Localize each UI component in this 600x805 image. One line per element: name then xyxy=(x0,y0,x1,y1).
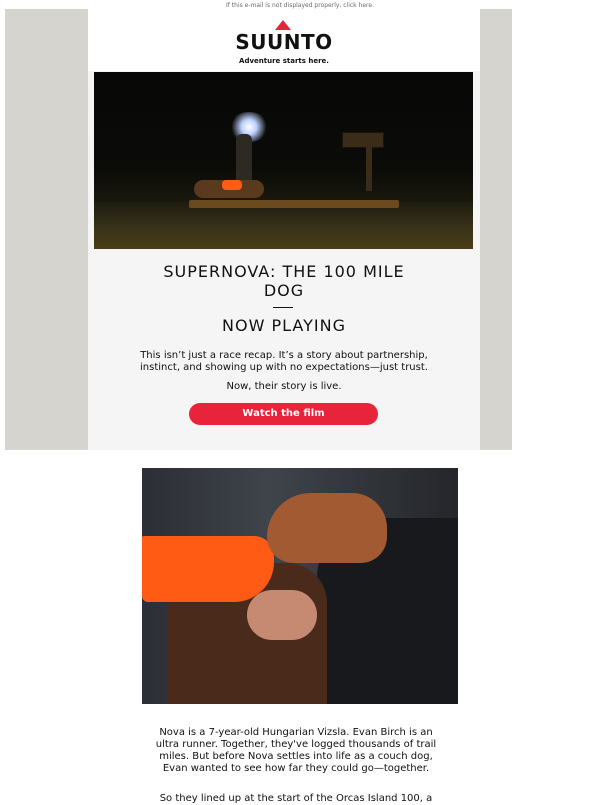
dog-orange-vest xyxy=(142,536,274,602)
story-paragraph-1: Nova is a 7-year-old Hungarian Vizsla. Evan Birch is an ultra runner. Together, they've logged thousands of trail miles. But before Nova settles into life as a couch dog, Evan wanted to see how far they could go—together. xyxy=(155,727,437,774)
headline-subtitle: NOW PLAYING xyxy=(222,316,346,335)
dog-photo[interactable] xyxy=(142,468,458,704)
triangle-logo-icon xyxy=(275,20,291,30)
bridge xyxy=(189,200,399,208)
headline-line-1: SUPERNOVA: THE 100 MILE xyxy=(163,262,405,281)
brand-logo[interactable]: SUUNTO xyxy=(235,30,333,54)
headline-separator xyxy=(273,307,293,308)
sign-post xyxy=(366,146,372,191)
person-hand xyxy=(247,590,317,640)
headline-line-2: DOG xyxy=(263,281,305,300)
intro-live-line: Now, their story is live. xyxy=(226,381,342,392)
dog-head xyxy=(267,493,387,563)
view-in-browser-link[interactable]: If this e-mail is not displayed properly, click here. xyxy=(226,2,374,9)
watch-film-button[interactable]: Watch the film xyxy=(189,403,378,425)
dog-vest xyxy=(222,180,242,190)
runner-figure xyxy=(236,134,252,186)
hero-image[interactable] xyxy=(94,72,473,249)
intro-paragraph: This isn’t just a race recap. It’s a story about partnership, instinct, and showing up with no expectations—just trust. xyxy=(140,350,428,373)
story-paragraph-2: So they lined up at the start of the Orcas Island 100, a xyxy=(159,793,433,804)
trail-sign xyxy=(342,132,384,148)
brand-tagline: Adventure starts here. xyxy=(239,57,329,65)
background-panel-right xyxy=(480,9,512,450)
hero-ground xyxy=(94,202,473,249)
